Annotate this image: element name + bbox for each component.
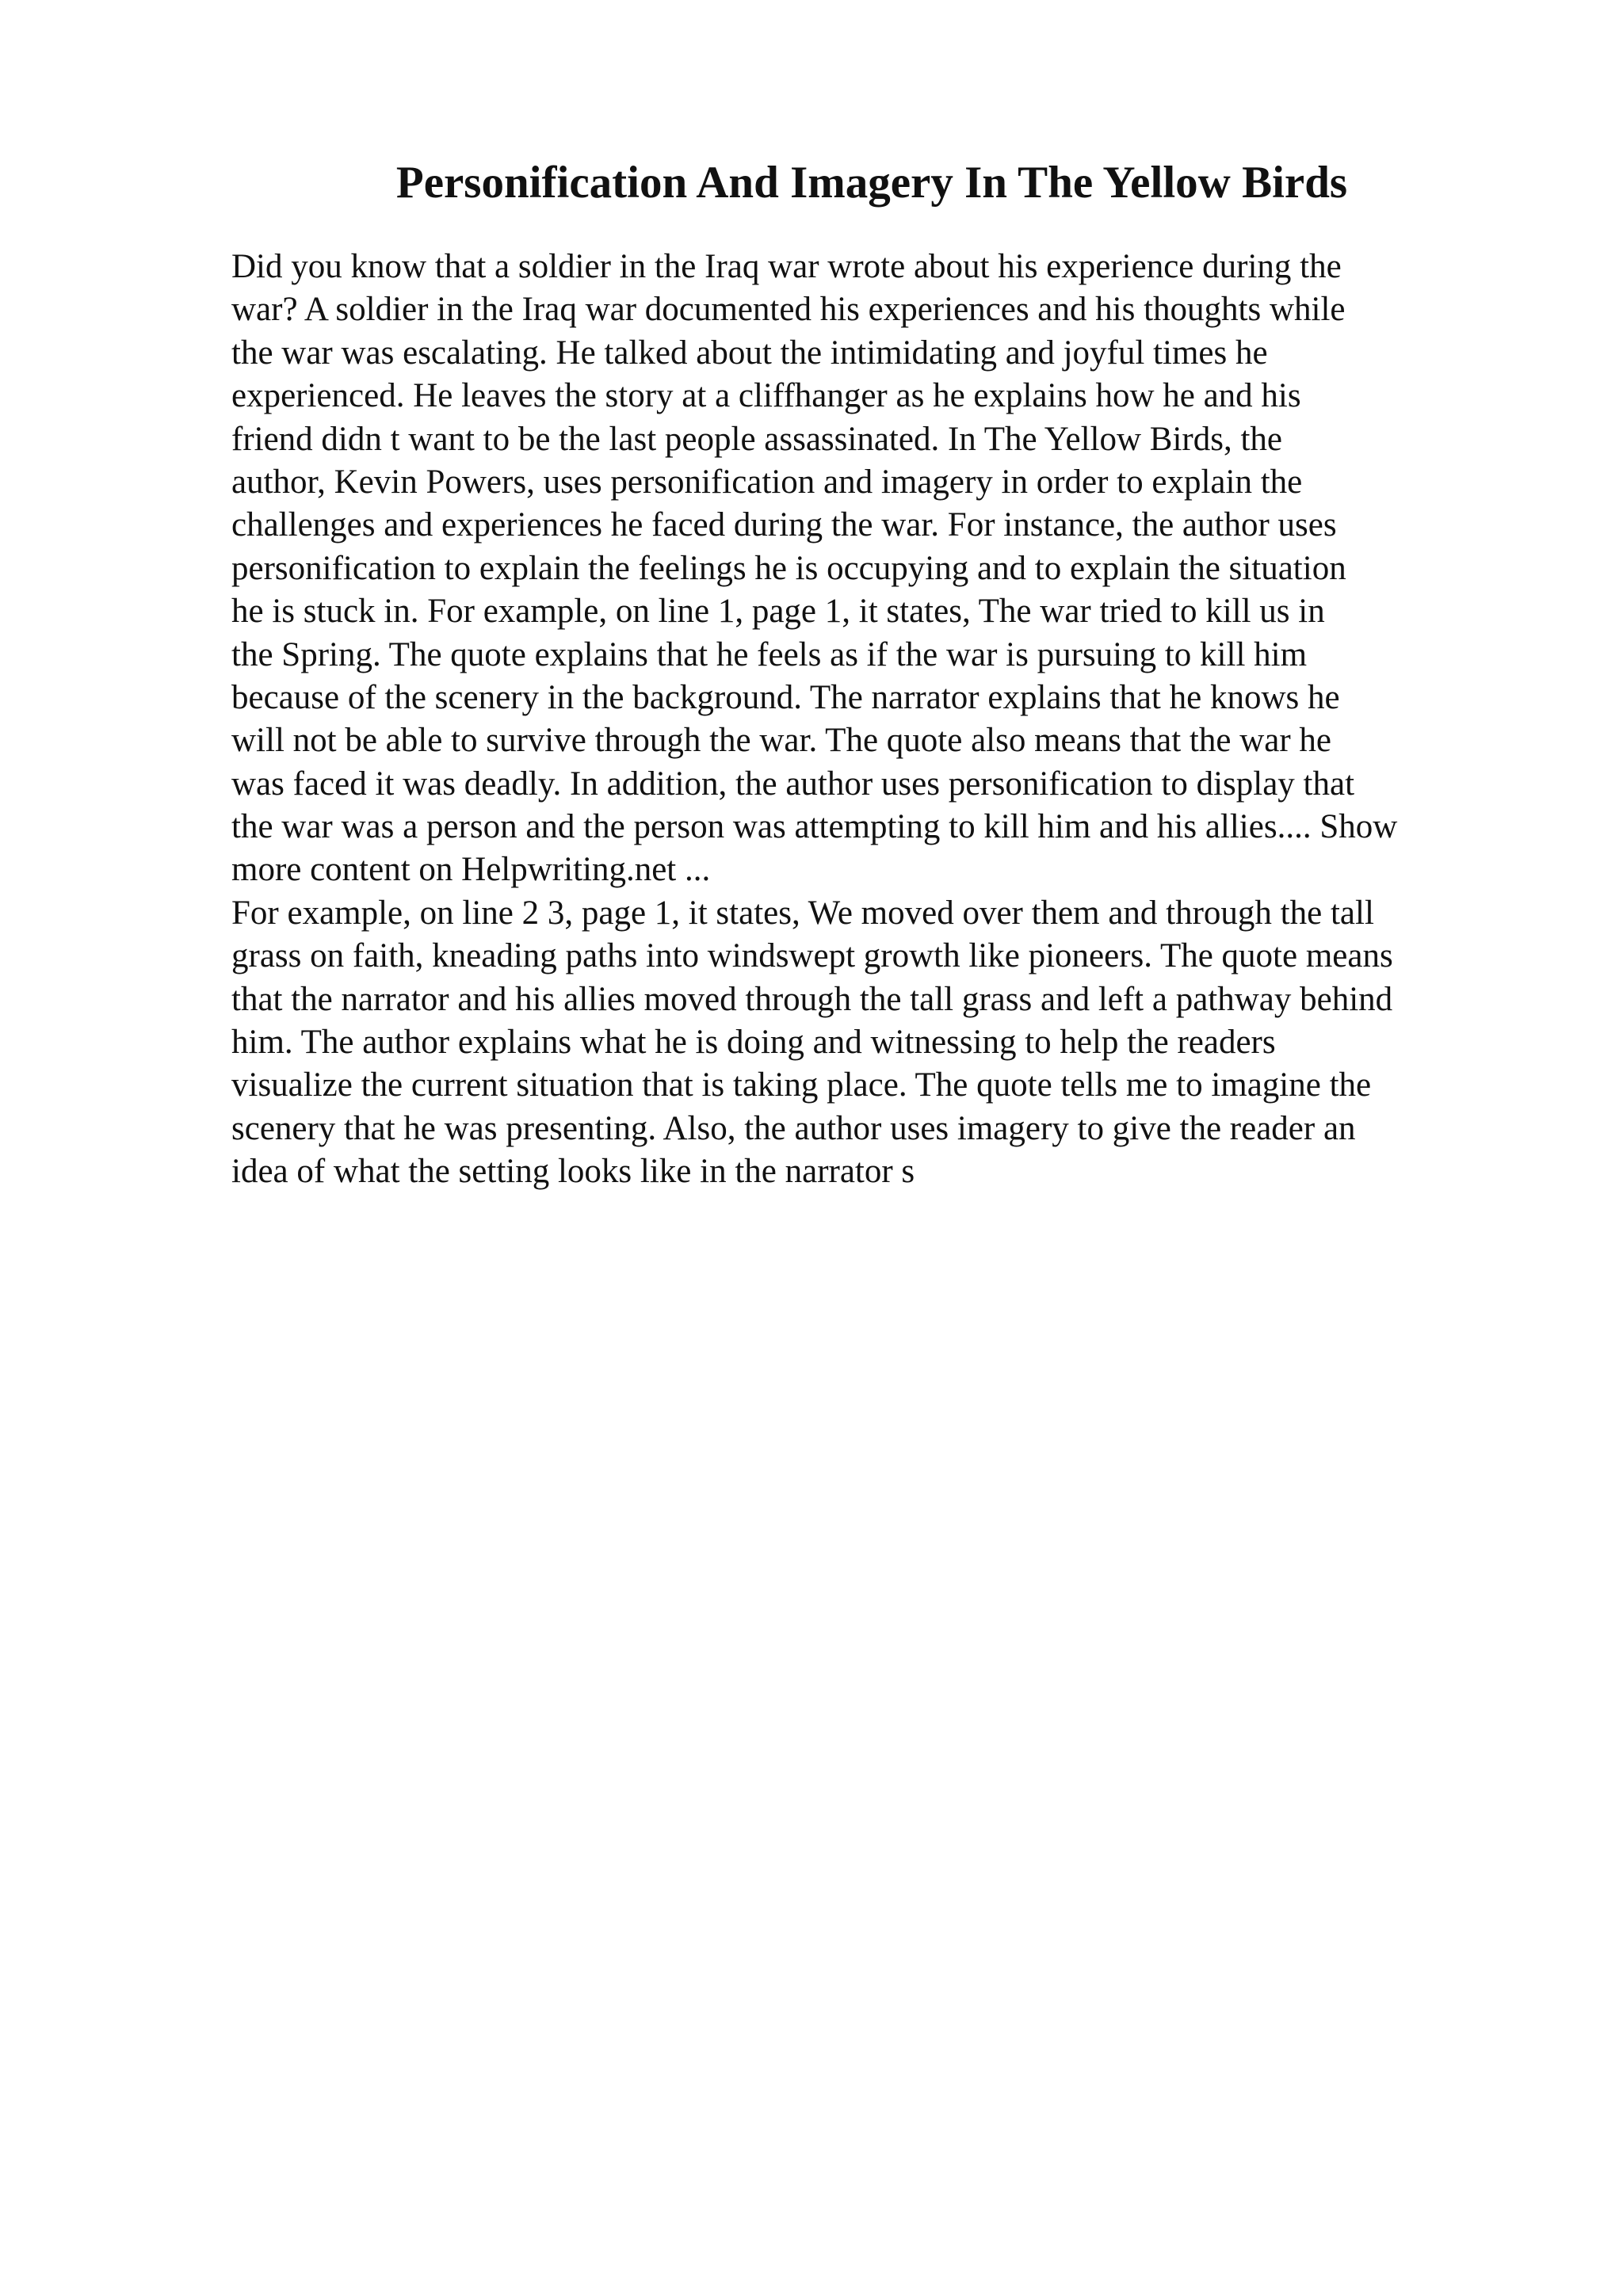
body-line: that the narrator and his allies moved through the tall grass and left a pathway behind: [231, 980, 1393, 1018]
body-line: friend didn t want to be the last people assassinated. In The Yellow Birds, the: [231, 420, 1283, 458]
body-line: will not be able to survive through the war. The quote also means that the war he: [231, 722, 1331, 760]
body-line: the war was a person and the person was attempting to kill him and his allies.... Show: [231, 808, 1398, 846]
body-line: personification to explain the feelings he is occupying and to explain the situation: [231, 549, 1346, 587]
body-line: author, Kevin Powers, uses personification and imagery in order to explain the: [231, 463, 1303, 501]
body-line: the war was escalating. He talked about the intimidating and joyful times he: [231, 334, 1268, 372]
body-line: For example, on line 2 3, page 1, it states, We moved over them and through the tall: [231, 894, 1374, 932]
body-line: because of the scenery in the background. The narrator explains that he knows he: [231, 678, 1340, 716]
body-line: grass on faith, kneading paths into windswept growth like pioneers. The quote means: [231, 937, 1393, 975]
body-line: scenery that he was presenting. Also, the author uses imagery to give the reader an: [231, 1109, 1356, 1147]
body-line: was faced it was deadly. In addition, the author uses personification to display that: [231, 765, 1355, 803]
body-line: him. The author explains what he is doing and witnessing to help the readers: [231, 1024, 1276, 1062]
body-line: he is stuck in. For example, on line 1, page 1, it states, The war tried to kill us in: [231, 593, 1325, 631]
document-title: Personification And Imagery In The Yellow Birds: [395, 158, 1348, 208]
body-line: visualize the current situation that is taking place. The quote tells me to imagine the: [231, 1066, 1372, 1104]
body-line: experienced. He leaves the story at a cliffhanger as he explains how he and his: [231, 377, 1301, 415]
body-line: challenges and experiences he faced during the war. For instance, the author uses: [231, 506, 1337, 544]
body-line: idea of what the setting looks like in the narrator s: [231, 1153, 915, 1191]
document-body: [231, 246, 1531, 1194]
body-line: Did you know that a soldier in the Iraq war wrote about his experience during the: [231, 248, 1342, 285]
body-line: the Spring. The quote explains that he feels as if the war is pursuing to kill him: [231, 635, 1308, 673]
body-line: war? A soldier in the Iraq war documented his experiences and his thoughts while: [231, 291, 1346, 329]
body-line: more content on Helpwriting.net ...: [231, 851, 711, 889]
